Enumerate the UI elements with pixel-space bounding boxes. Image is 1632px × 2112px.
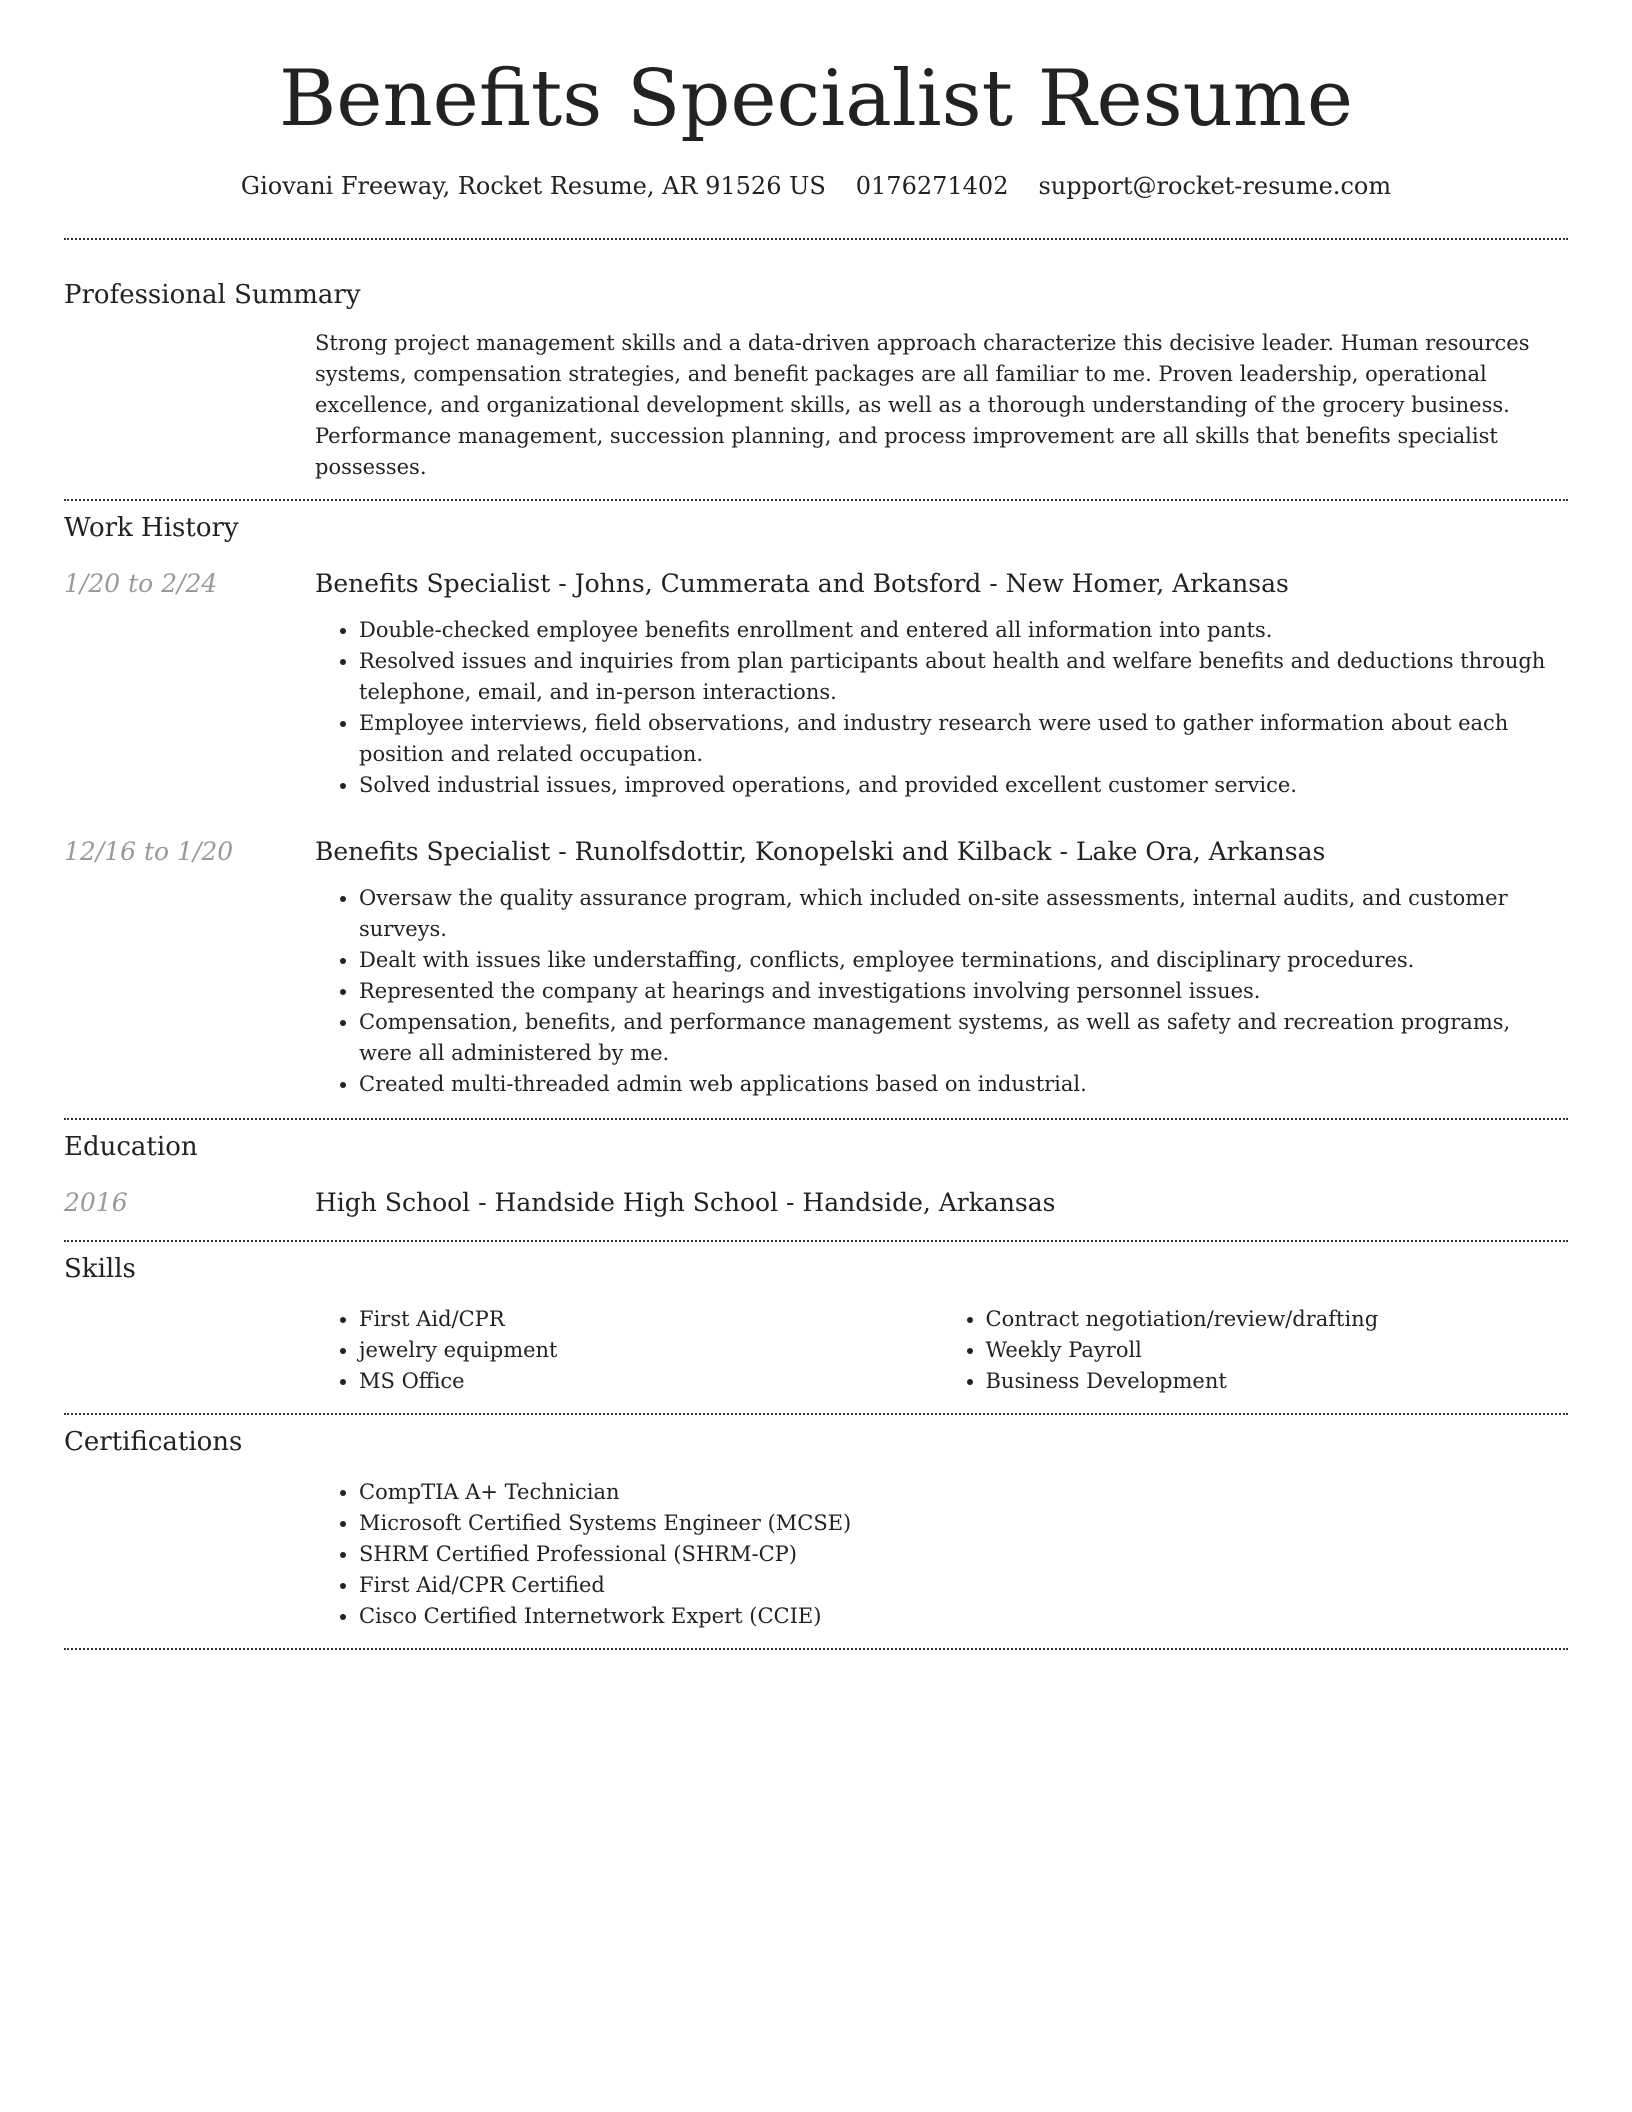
contact-address: Giovani Freeway, Rocket Resume, AR 91526 US xyxy=(240,172,826,200)
certifications-section xyxy=(64,1415,1568,1632)
certifications-list xyxy=(315,1477,1568,1632)
job-dates: 12/16 to 1/20 xyxy=(64,837,234,866)
divider xyxy=(64,1648,1568,1650)
work-heading: Work History xyxy=(64,513,239,543)
job-title xyxy=(315,837,1568,867)
list-item: • MS Office xyxy=(359,1366,942,1397)
list-item: • jewelry equipment xyxy=(359,1335,942,1366)
list-item: • Represented the company at hearings and investigations involving personnel issues. xyxy=(359,976,1568,1007)
skills-section xyxy=(64,1242,1568,1397)
list-item: • Cisco Certified Internetwork Expert (CCIE) xyxy=(359,1601,1568,1632)
job-dates: 1/20 to 2/24 xyxy=(64,569,218,598)
skills-heading: Skills xyxy=(64,1254,136,1284)
list-item: • Solved industrial issues, improved operations, and provided excellent customer service. xyxy=(359,770,1568,801)
job-role: Benefits Specialist xyxy=(315,569,551,598)
education-section xyxy=(64,1120,1568,1218)
contact-email: support@rocket-resume.com xyxy=(1038,172,1392,200)
page-title: Benefits Specialist Resume xyxy=(278,54,1354,144)
job-bullets xyxy=(315,883,1568,1100)
list-item: • Weekly Payroll xyxy=(986,1335,1569,1366)
list-item: • Oversaw the quality assurance program, which included on-site assessments, internal audits, and customer surveys. xyxy=(359,883,1568,945)
job-entry xyxy=(64,569,1568,801)
education-year: 2016 xyxy=(64,1188,128,1217)
summary-heading: Professional Summary xyxy=(64,280,361,310)
summary-text: Strong project management skills and a data-driven approach characterize this decisive leader. Human resources systems, compensation strategies, and benefit packages are all familiar to me. Proven leadership, operational excellence, and organizational development skills, as well as a thorough understanding of the grocery business. Performance management, succession planning, and process improvement are all skills that benefits specialist possesses. xyxy=(315,331,1530,479)
list-item: • Double-checked employee benefits enrollment and entered all information into pants. xyxy=(359,615,1568,646)
education-degree: High School xyxy=(315,1188,471,1217)
skills-list-2 xyxy=(942,1304,1569,1397)
list-item: • Dealt with issues like understaffing, conflicts, employee terminations, and disciplinary procedures. xyxy=(359,945,1568,976)
contact-line xyxy=(64,172,1568,200)
education-entry xyxy=(64,1188,1568,1218)
certifications-heading: Certifications xyxy=(64,1427,243,1457)
skills-list-1 xyxy=(315,1304,942,1397)
work-section xyxy=(64,501,1568,1100)
contact-phone: 0176271402 xyxy=(855,172,1009,200)
job-role: Benefits Specialist xyxy=(315,837,551,866)
job-entry xyxy=(64,837,1568,1100)
list-item: • Created multi-threaded admin web applications based on industrial. xyxy=(359,1069,1568,1100)
job-title xyxy=(315,569,1568,599)
job-employer: - Runolfsdottir, Konopelski and Kilback - Lake Ora, Arkansas xyxy=(550,837,1326,866)
list-item: • CompTIA A+ Technician xyxy=(359,1477,1568,1508)
education-heading: Education xyxy=(64,1132,198,1162)
education-title xyxy=(315,1188,1568,1218)
list-item: • Employee interviews, field observations, and industry research were used to gather information about each position and related occupation. xyxy=(359,708,1568,770)
list-item: • First Aid/CPR xyxy=(359,1304,942,1335)
education-school: - Handside High School - Handside, Arkansas xyxy=(470,1188,1056,1217)
list-item: • Microsoft Certified Systems Engineer (MCSE) xyxy=(359,1508,1568,1539)
list-item: • Resolved issues and inquiries from plan participants about health and welfare benefits and deductions through telephone, email, and in-person interactions. xyxy=(359,646,1568,708)
job-bullets xyxy=(315,615,1568,801)
list-item: • First Aid/CPR Certified xyxy=(359,1570,1568,1601)
list-item: • SHRM Certified Professional (SHRM-CP) xyxy=(359,1539,1568,1570)
list-item: • Compensation, benefits, and performance management systems, as well as safety and recreation programs, were all administered by me. xyxy=(359,1007,1568,1069)
list-item: • Business Development xyxy=(986,1366,1569,1397)
job-employer: - Johns, Cummerata and Botsford - New Homer, Arkansas xyxy=(550,569,1289,598)
list-item: • Contract negotiation/review/drafting xyxy=(986,1304,1569,1335)
summary-section xyxy=(64,240,1568,483)
